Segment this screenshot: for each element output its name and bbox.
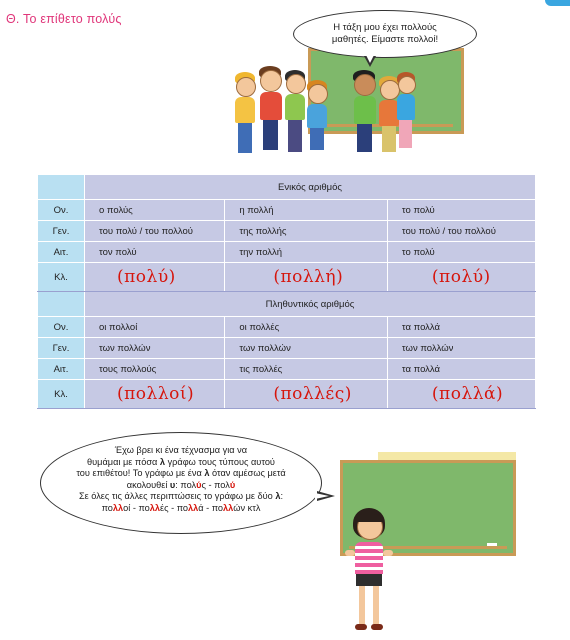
table-cell: το πολύ bbox=[387, 242, 535, 263]
table-header-row bbox=[38, 175, 536, 200]
table-row bbox=[38, 317, 536, 338]
speech-line: του επιθέτου! Το γράφω με ένα λ όταν αμέσως μετά bbox=[76, 468, 286, 479]
table-cell: το πολύ bbox=[387, 200, 535, 221]
table-row bbox=[38, 380, 536, 409]
speech-top-line2: μαθητές. Είμαστε πολλοί! bbox=[331, 34, 439, 45]
speech-line: θυμάμαι με πόσα λ γράφω τους τύπους αυτού bbox=[87, 456, 275, 467]
table-cell: των πολλών bbox=[387, 338, 535, 359]
table-cell: τα πολλά bbox=[387, 317, 535, 338]
table-cell: των πολλών bbox=[225, 338, 388, 359]
speech-line: ακολουθεί υ: πολύς - πολύ bbox=[126, 479, 236, 490]
speech-top-line1: Η τάξη μου έχει πολλούς bbox=[333, 22, 437, 33]
table-cell: η πολλή bbox=[225, 200, 388, 221]
handwritten-answer: (πολύ) bbox=[431, 267, 491, 287]
page-title: Θ. Το επίθετο πολύς bbox=[6, 12, 122, 26]
handwritten-answer: (πολλές) bbox=[273, 384, 352, 404]
table-cell: τους πολλούς bbox=[85, 359, 225, 380]
table-cell: την πολλή bbox=[225, 242, 388, 263]
speech-line: πολλοί - πολλές - πολλά - πολλών κτλ bbox=[101, 502, 261, 513]
table-cell: ο πολύς bbox=[85, 200, 225, 221]
group-of-children-illustration bbox=[234, 66, 414, 166]
girl-illustration bbox=[345, 508, 393, 634]
case-label: Αιτ. bbox=[38, 359, 85, 380]
table-cell bbox=[387, 263, 535, 292]
handwritten-answer: (πολλοί) bbox=[117, 384, 195, 404]
speech-line: Σε όλες τις άλλες περιπτώσεις το γράφω με δύο λ: bbox=[78, 491, 284, 502]
handwritten-answer: (πολύ) bbox=[117, 267, 176, 287]
table-cell: τα πολλά bbox=[387, 359, 535, 380]
table-cell bbox=[225, 263, 388, 292]
table-cell bbox=[85, 263, 225, 292]
table-cell: τον πολύ bbox=[85, 242, 225, 263]
case-label: Γεν. bbox=[38, 338, 85, 359]
table-row bbox=[38, 221, 536, 242]
table-cell: τις πολλές bbox=[225, 359, 388, 380]
case-label: Γεν. bbox=[38, 221, 85, 242]
table-cell: οι πολλοί bbox=[85, 317, 225, 338]
plural-header: Πληθυντικός αριθμός bbox=[85, 292, 536, 317]
table-row bbox=[38, 242, 536, 263]
declension-table bbox=[37, 174, 536, 409]
handwritten-answer: (πολλή) bbox=[273, 267, 344, 287]
table-cell bbox=[85, 380, 225, 409]
case-label: Κλ. bbox=[38, 380, 85, 409]
case-label: Ον. bbox=[38, 200, 85, 221]
board-shadow bbox=[378, 452, 516, 460]
table-cell: της πολλής bbox=[225, 221, 388, 242]
case-label: Ον. bbox=[38, 317, 85, 338]
table-cell bbox=[225, 380, 388, 409]
table-cell bbox=[387, 380, 535, 409]
table-cell: των πολλών bbox=[85, 338, 225, 359]
case-label: Κλ. bbox=[38, 263, 85, 292]
table-row bbox=[38, 359, 536, 380]
speech-bubble-top bbox=[293, 10, 477, 58]
corner-mark bbox=[545, 0, 570, 6]
table-row bbox=[38, 200, 536, 221]
speech-line: Έχω βρει κι ένα τέχνασμα για να bbox=[114, 445, 248, 455]
table-cell: του πολύ / του πολλού bbox=[85, 221, 225, 242]
table-row bbox=[38, 338, 536, 359]
table-cell: του πολύ / του πολλού bbox=[387, 221, 535, 242]
table-row bbox=[38, 263, 536, 292]
table-header-row bbox=[38, 292, 536, 317]
case-label: Αιτ. bbox=[38, 242, 85, 263]
singular-header: Ενικός αριθμός bbox=[85, 175, 536, 200]
speech-bubble-bottom bbox=[40, 432, 322, 534]
table-cell: οι πολλές bbox=[225, 317, 388, 338]
handwritten-answer: (πολλά) bbox=[431, 384, 504, 404]
